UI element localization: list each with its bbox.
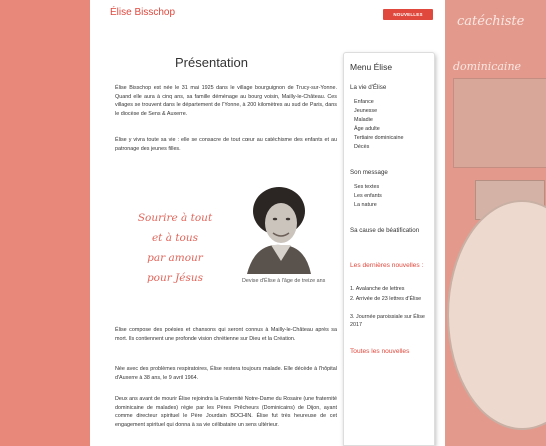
sidebar-item-nature[interactable]: La nature — [354, 202, 377, 208]
site-header — [90, 0, 445, 28]
sidebar-item-enfants[interactable]: Les enfants — [354, 193, 382, 199]
news-button[interactable]: NOUVELLES — [383, 9, 433, 20]
quote-line-2: et à tous — [151, 232, 199, 244]
sidebar-section-cause[interactable]: Sa cause de béatification — [350, 227, 420, 234]
fraternity-paragraph: Deux ans avant de mourir Élise rejoindra la Fraternité Notre-Dame du Rosaire (une fraternité dominicaine de malades) régie par les Pères Prêcheurs (Dominicains) de Dijon, ayant comme directeur spirituel le Père Jourdain BOCHIN. Élise fut très heureuse de cet engagement spirituel qui donna à sa vie célibataire un sens ultérieur. — [115, 396, 337, 428]
main-page — [90, 0, 445, 446]
life-paragraph: Élise y vivra toute sa vie : elle se consacre de tout cœur au catéchisme des enfants et au patronage des jeunes filles. — [115, 137, 337, 152]
poems-paragraph: Élise compose des poésies et chansons qui seront connus à Mailly-le-Château après sa mort. Ils contiennent une profonde vision chrétienne sur Dieu et la Création. — [115, 327, 337, 342]
quote-line-1: Sourire à tout — [137, 212, 213, 224]
illness-paragraph: Née avec des problèmes respiratoires, Élise restera toujours malade. Elle décède à l'hôpital d'Auxerre à 38 ans, le 9 avril 1964. — [115, 366, 337, 381]
quote-line-4: pour Jésus — [146, 272, 204, 284]
elise-portrait-photo — [237, 181, 314, 274]
sidebar-section-life[interactable]: La vie d'Élise — [350, 84, 387, 91]
right-decorative-collage — [445, 0, 546, 446]
photo-caption: Devise d'Élise à l'âge de treize ans — [242, 278, 326, 284]
sidebar-menu — [343, 52, 435, 446]
sidebar-section-message[interactable]: Son message — [350, 169, 388, 176]
all-news-link[interactable]: Toutes les nouvelles — [350, 348, 410, 355]
background-card — [453, 78, 546, 168]
sidebar-title: Menu Élise — [350, 62, 393, 72]
left-background — [0, 0, 90, 446]
sidebar-item-enfance[interactable]: Enfance — [354, 99, 374, 105]
intro-paragraph: Élise Bisschop est née le 31 mai 1925 dans le village bourguignon de Trucy-sur-Yonne. Quand elle aura à cinq ans, sa famille déménage au bourg voisin, Mailly-le-Château. Ces villages se trouvent dans le département de l'Yonne, à 200 kilomètres au sud de Paris, dans le diocèse de Sens & Auxerre. — [115, 85, 337, 117]
background-script-dominicaine: dominicaine — [453, 60, 522, 73]
news-item-2[interactable]: 2. Arrivée de 23 lettres d'Élise — [350, 296, 422, 302]
sidebar-item-age-adulte[interactable]: Âge adulte — [354, 126, 380, 132]
page-title: Présentation — [175, 55, 248, 70]
sidebar-item-maladie[interactable]: Maladie — [354, 117, 373, 123]
site-title[interactable]: Élise Bisschop — [110, 7, 176, 18]
latest-news-heading: Les dernières nouvelles : — [350, 262, 424, 269]
sidebar-item-deces[interactable]: Décès — [354, 144, 370, 150]
background-script-catechiste: catéchiste — [457, 14, 525, 29]
quote-line-3: par amour — [147, 252, 203, 264]
news-item-1[interactable]: 1. Avalanche de lettres — [350, 286, 405, 292]
sidebar-item-jeunesse[interactable]: Jeunesse — [354, 108, 378, 114]
background-medal — [447, 200, 546, 430]
news-item-3[interactable]: 3. Journée paroissiale sur Élise 2017 — [350, 314, 425, 328]
sidebar-item-tertiaire[interactable]: Tertiaire dominicaine — [354, 135, 404, 141]
sidebar-item-textes[interactable]: Ses textes — [354, 184, 380, 190]
